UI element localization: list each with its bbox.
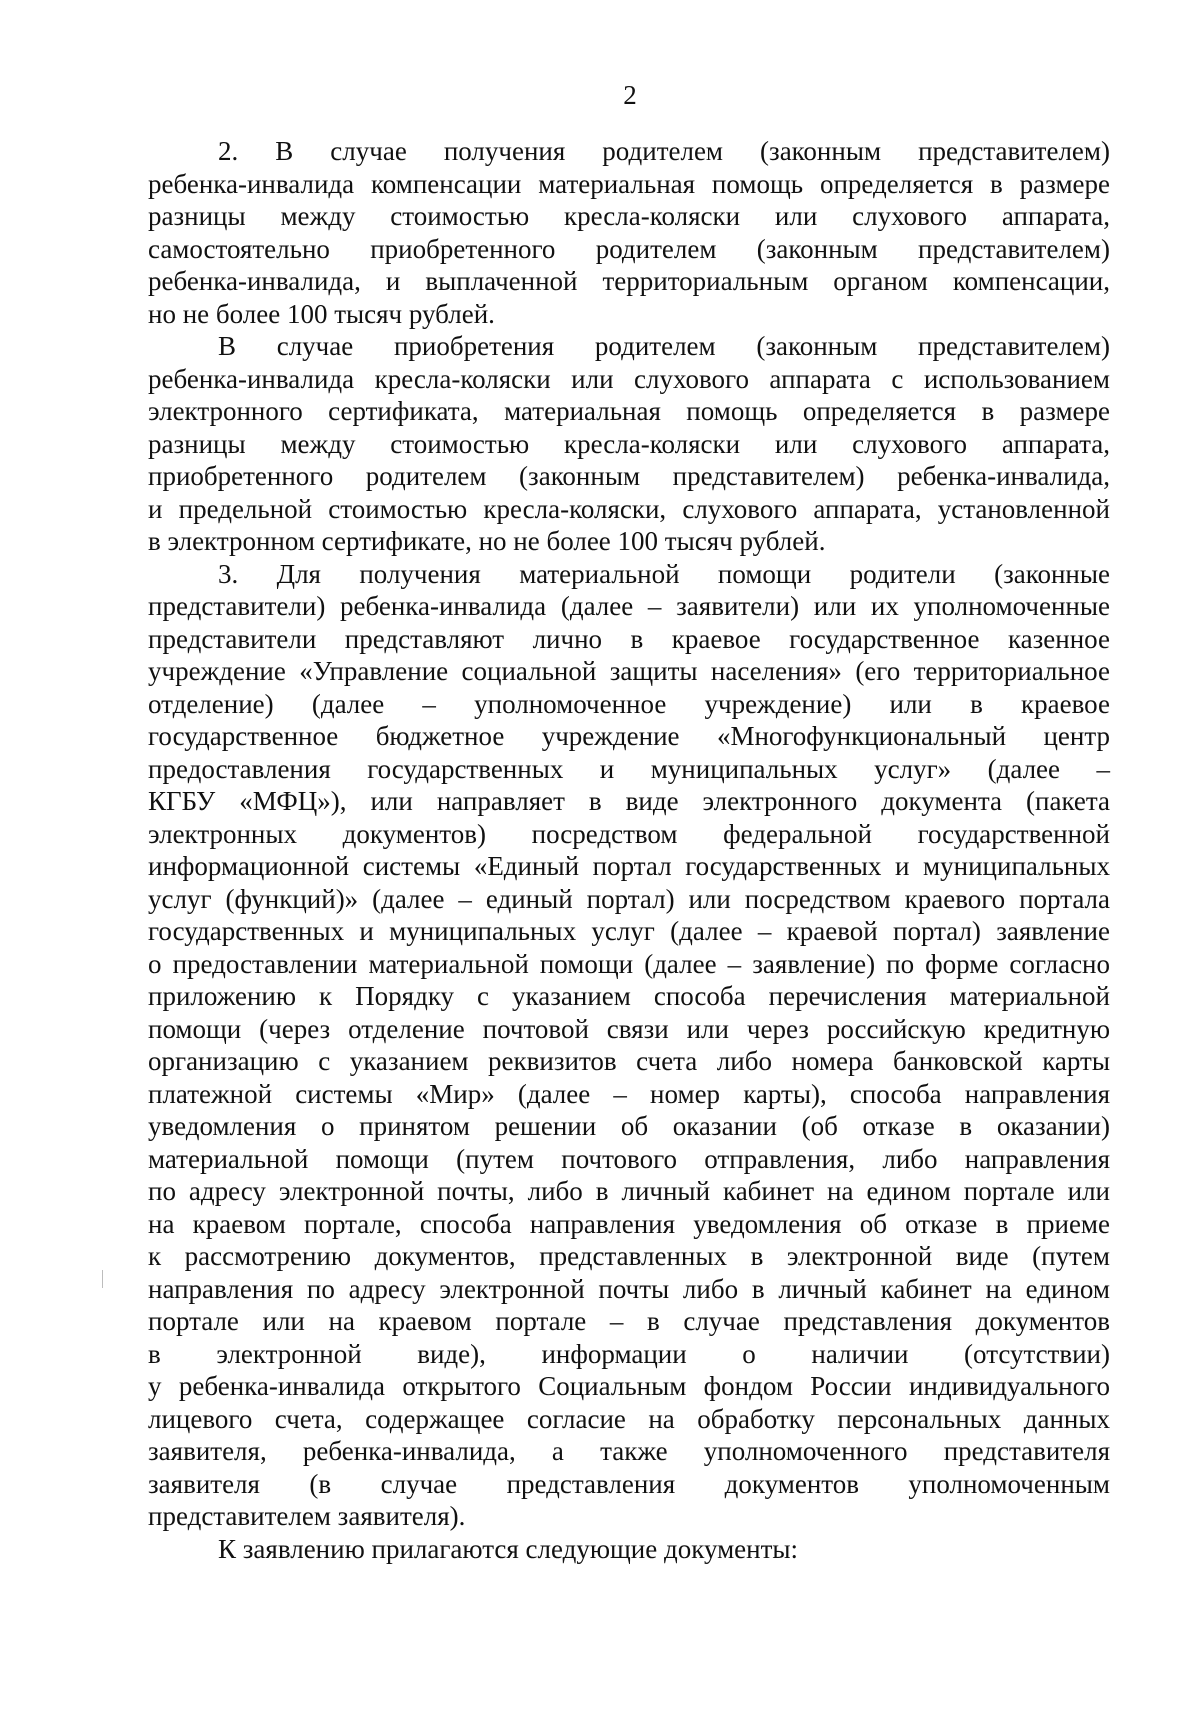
text-line: самостоятельно приобретенного родителем (законным представителем) bbox=[148, 233, 1110, 264]
text-line: отделение) (далее – уполномоченное учреждение) или в краевое bbox=[148, 688, 1110, 719]
text-line: ребенка-инвалида, и выплаченной территориальным органом компенсации, bbox=[148, 266, 1110, 296]
text-line: приобретенного родителем (законным представителем) ребенка-инвалида, bbox=[148, 461, 1110, 491]
text-line: К заявлению прилагаются следующие документы: bbox=[218, 1533, 799, 1564]
text-line: представителем заявителя). bbox=[148, 1501, 466, 1531]
text-line: ребенка-инвалида компенсации материальная помощь определяется в размере bbox=[148, 168, 1110, 199]
text-line: по адресу электронной почты, либо в личный кабинет на едином портале или bbox=[148, 1176, 1110, 1206]
text-line: заявителя, ребенка-инвалида, а также уполномоченного представителя bbox=[148, 1436, 1110, 1466]
text-line: разницы между стоимостью кресла-коляски или слухового аппарата, bbox=[148, 201, 1110, 231]
text-line: разницы между стоимостью кресла-коляски или слухового аппарата, bbox=[148, 428, 1110, 459]
text-line: портале или на краевом портале – в случае представления документов bbox=[148, 1306, 1110, 1336]
text-line: заявителя (в случае представления документов уполномоченным bbox=[148, 1468, 1110, 1499]
text-line: электронных документов) посредством федеральной государственной bbox=[148, 818, 1110, 849]
paragraph-compensation bbox=[148, 135, 1110, 330]
paragraph-application-procedure bbox=[148, 558, 1110, 1533]
text-line: платежной системы «Мир» (далее – номер карты), способа направления bbox=[148, 1078, 1110, 1109]
text-line: государственное бюджетное учреждение «Многофункциональный центр bbox=[148, 721, 1110, 751]
paragraph-attached-documents bbox=[148, 1533, 1110, 1566]
text-line: предоставления государственных и муниципальных услуг» (далее – bbox=[148, 753, 1110, 784]
text-line: ребенка-инвалида кресла-коляски или слухового аппарата с использованием bbox=[148, 363, 1110, 394]
text-line: 3. Для получения материальной помощи родители (законные bbox=[218, 558, 1110, 589]
text-line: на краевом портале, способа направления уведомления об отказе в приеме bbox=[148, 1208, 1110, 1239]
text-line: о предоставлении материальной помощи (далее – заявление) по форме согласно bbox=[148, 948, 1110, 979]
scan-artifact bbox=[102, 1270, 103, 1288]
paragraph-electronic-certificate bbox=[148, 330, 1110, 558]
text-line: у ребенка-инвалида открытого Социальным фондом России индивидуального bbox=[148, 1371, 1110, 1401]
text-line: и предельной стоимостью кресла-коляски, слухового аппарата, установленной bbox=[148, 493, 1110, 524]
text-line: информационной системы «Единый портал государственных и муниципальных bbox=[148, 851, 1110, 881]
page-number: 2 bbox=[623, 80, 637, 110]
text-line: уведомления о принятом решении об оказании (об отказе в оказании) bbox=[148, 1111, 1110, 1141]
text-line: лицевого счета, содержащее согласие на обработку персональных данных bbox=[148, 1403, 1110, 1434]
text-line: организацию с указанием реквизитов счета либо номера банковской карты bbox=[148, 1046, 1110, 1076]
text-line: в электронной виде), информации о наличии (отсутствии) bbox=[148, 1338, 1110, 1369]
text-line: помощи (через отделение почтовой связи или через российскую кредитную bbox=[148, 1013, 1110, 1044]
text-line: КГБУ «МФЦ»), или направляет в виде электронного документа (пакета bbox=[148, 786, 1110, 816]
text-line: направления по адресу электронной почты либо в личный кабинет на едином bbox=[148, 1273, 1110, 1304]
text-line: государственных и муниципальных услуг (далее – краевой портал) заявление bbox=[148, 916, 1110, 946]
text-line: услуг (функций)» (далее – единый портал) или посредством краевого портала bbox=[148, 883, 1110, 914]
text-line: представители представляют лично в краевое государственное казенное bbox=[148, 623, 1110, 654]
text-line: электронного сертификата, материальная помощь определяется в размере bbox=[148, 396, 1110, 426]
text-line: к рассмотрению документов, представленных в электронной виде (путем bbox=[148, 1241, 1110, 1271]
text-line: представители) ребенка-инвалида (далее – заявители) или их уполномоченные bbox=[148, 591, 1110, 621]
text-line: приложению к Порядку с указанием способа перечисления материальной bbox=[148, 981, 1110, 1011]
text-line: материальной помощи (путем почтового отправления, либо направления bbox=[148, 1143, 1110, 1174]
text-line: в электронном сертификате, но не более 100 тысяч рублей. bbox=[148, 526, 826, 556]
text-line: В случае приобретения родителем (законным представителем) bbox=[218, 331, 1110, 361]
document-body bbox=[148, 135, 1110, 1565]
text-line: учреждение «Управление социальной защиты населения» (его территориальное bbox=[148, 656, 1110, 686]
text-line: но не более 100 тысяч рублей. bbox=[148, 298, 495, 329]
text-line: 2. В случае получения родителем (законным представителем) bbox=[218, 136, 1110, 166]
